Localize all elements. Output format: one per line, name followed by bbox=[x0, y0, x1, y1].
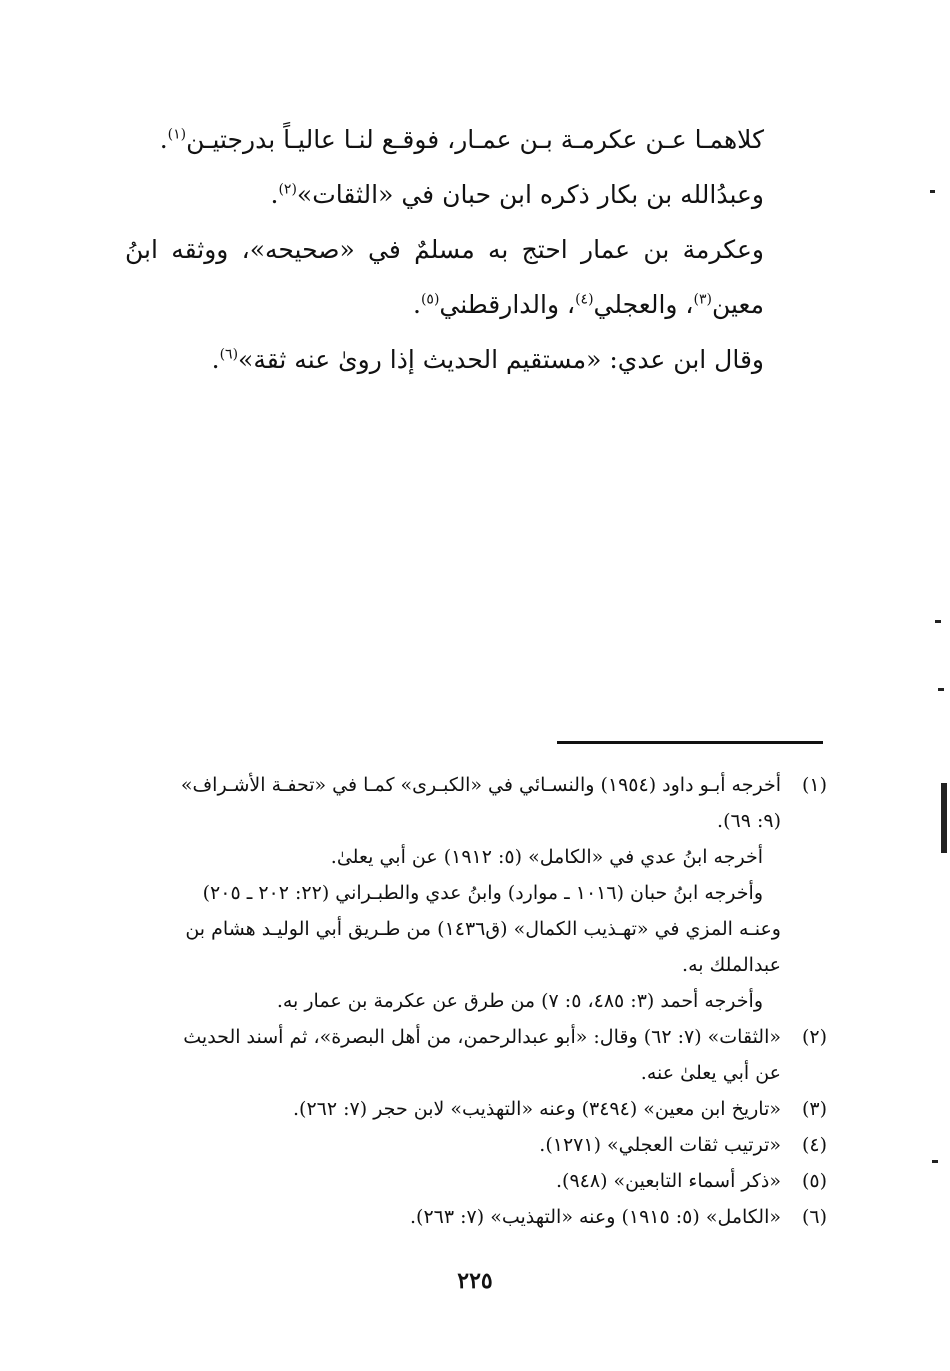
footnote bbox=[130, 1163, 827, 1199]
scan-speck bbox=[932, 1160, 938, 1163]
footnote bbox=[130, 1091, 827, 1127]
paragraph: كلاهمـا عـن عكرمـة بـن عمـار، فوقـع لنـا عاليـاً بدرجتيـن$^{(١)}$. bbox=[159, 125, 764, 154]
paragraph: وعكرمة بن عمار احتج به مسلمٌ في «صحيحه»، ووثقه ابنُ معين$^{(٣)}$، والعجلي$^{(٤)}$، والدارقطني$^{(٥)}$. bbox=[125, 235, 764, 319]
footnote-ref: (٥) bbox=[420, 291, 440, 308]
footnote-text: «ذكر أسماء التابعين» (٩٤٨). bbox=[556, 1170, 781, 1192]
footnote-number: (١) bbox=[801, 774, 827, 796]
footnote-text: وعنـه المزي في «تهـذيب الكمال» (ق١٤٣٦) من طـريق أبي الوليـد هشام بن bbox=[185, 918, 781, 940]
footnote-ref: (٦) bbox=[219, 346, 239, 363]
footnote bbox=[130, 1019, 827, 1091]
footnote-text: «الكامل» (٥: ١٩١٥) وعنه «التهذيب» (٧: ٢٦٣). bbox=[410, 1206, 781, 1228]
footnote-text: «الثقات» (٧: ٦٢) وقال: «أبو عبدالرحمن، من أهل البصرة»، ثم أسند الحديث bbox=[183, 1026, 781, 1048]
scan-speck bbox=[938, 688, 944, 691]
footnote-text: وأخرجه أحمد (٣: ٤٨٥، ٥: ٧) من طرق عن عكرمة بن عمار به. bbox=[276, 990, 763, 1012]
paragraph: وقال ابن عدي: «مستقيم الحديث إذا روىٰ عنه ثقة»$^{(٦)}$. bbox=[211, 345, 764, 374]
footnote-text: عن أبي يعلىٰ عنه. bbox=[640, 1062, 781, 1084]
footnote-number: (٢) bbox=[801, 1026, 827, 1048]
footnote bbox=[130, 767, 827, 839]
footnote-text: «ترتيب ثقات العجلي» (١٢٧١). bbox=[539, 1134, 781, 1156]
footnote-number: (٤) bbox=[801, 1134, 827, 1156]
footnotes bbox=[130, 767, 827, 1235]
scan-edge-mark bbox=[941, 783, 947, 853]
footnote-ref: (١) bbox=[167, 126, 187, 143]
footnote-ref: (٤) bbox=[575, 291, 594, 308]
footnote-text: وأخرجه ابنُ حبان (١٠١٦ ـ موارد) وابنُ عدي والطبـراني (٢٢: ٢٠٢ ـ ٢٠٥) bbox=[202, 882, 763, 904]
footnote-text: عبدالملك به. bbox=[682, 954, 781, 976]
footnote-text: (٩: ٦٩). bbox=[717, 810, 781, 832]
footnote-ref: (٣) bbox=[693, 291, 712, 308]
scan-speck bbox=[930, 190, 935, 193]
page-number: ٢٢٥ bbox=[457, 1268, 493, 1294]
footnote-number: (٦) bbox=[801, 1206, 827, 1228]
footnote bbox=[130, 1127, 827, 1163]
footnote-number: (٥) bbox=[801, 1170, 827, 1192]
footnote-ref: (٢) bbox=[278, 181, 297, 198]
paragraph: وعبدُالله بن بكار ذكره ابن حبان في «الثقات»$^{(٢)}$. bbox=[270, 180, 764, 209]
main-text bbox=[125, 112, 822, 387]
scan-speck bbox=[935, 620, 941, 623]
footnote bbox=[130, 1199, 827, 1235]
footnote-text: «تاريخ ابن معين» (٣٤٩٤) وعنه «التهذيب» لابن حجر (٧: ٢٦٢). bbox=[293, 1098, 781, 1120]
footnote-text: أخرجه ابنُ عدي في «الكامل» (٥: ١٩١٢) عن أبي يعلىٰ. bbox=[330, 846, 763, 868]
footnote-number: (٣) bbox=[801, 1098, 827, 1120]
footnote-text: أخرجه أبـو داود (١٩٥٤) والنسـائي في «الكبـرى» كمـا في «تحفـة الأشـراف» bbox=[180, 774, 781, 796]
footnote-separator bbox=[557, 741, 823, 744]
